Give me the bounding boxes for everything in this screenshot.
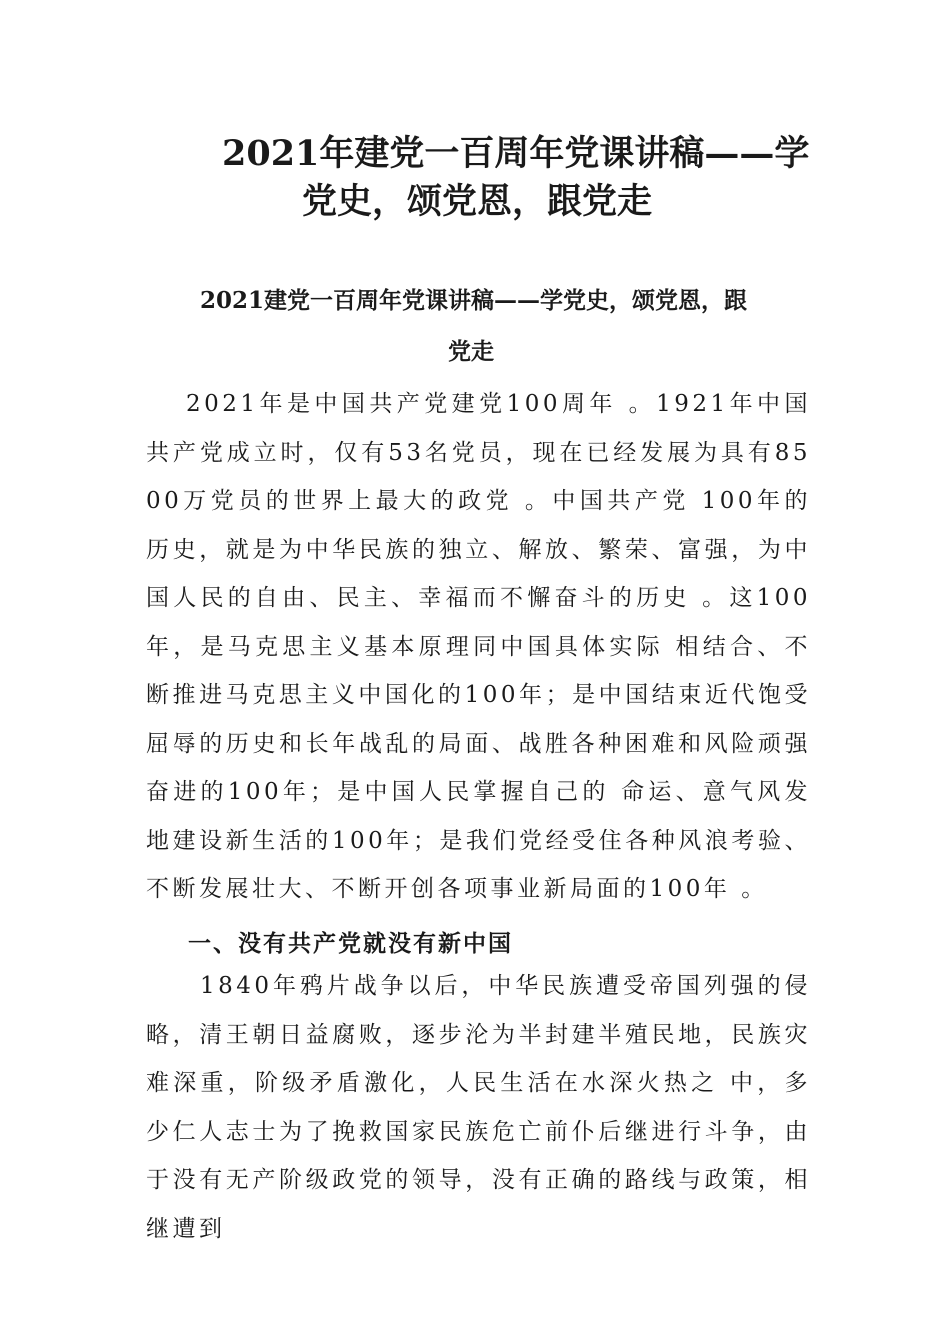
section-heading-1: 一、没有共产党就没有新中国 — [188, 930, 513, 957]
paragraph-intro: 2021年是中国共产党建党100周年 。1921年中国共产党成立时，仅有53名党员，现在已经发展为具有8500万党员的世界上最大的政党 。中国共产党 100年的历史，就是为中华民族的独立、解放、繁荣、富强，为中国人民的自由、民主、幸福而不懈奋斗的历史 。这100年，是马克思主义基本原理同中国具体实际 相结合、不断推进马克思主义中国化的100年；是中国结束近代饱受屈辱的历史和长年战乱的局面、战胜各种困难和风险顽强奋进的100年；是中国人民掌握自己的 命运、意气风发地建设新生活的100年；是我们党经受住各种风浪考验、不断发展壮大、不断开创各项事业新局面的100年 。 — [146, 391, 811, 902]
paragraph-section1: 1840年鸦片战争以后，中华民族遭受帝国列强的侵略，清王朝日益腐败，逐步沦为半封建半殖民地，民族灾难深重，阶级矛盾激化，人民生活在水深火热之 中，多少仁人志士为了挽救国家民族危亡前仆后继进行斗争，由于没有无产阶级政党的领导，没有正确的路线与政策，相继遭到 — [146, 973, 811, 1242]
subtitle-line1: 2021建党一百周年党课讲稿——学党史，颂党恩，跟 — [200, 287, 748, 314]
main-title-line2: 党史，颂党恩，跟党走 — [302, 181, 653, 222]
main-title-line1: 2021年建党一百周年党课讲稿——学 — [222, 133, 810, 174]
subtitle-line2: 党走 — [448, 338, 494, 365]
